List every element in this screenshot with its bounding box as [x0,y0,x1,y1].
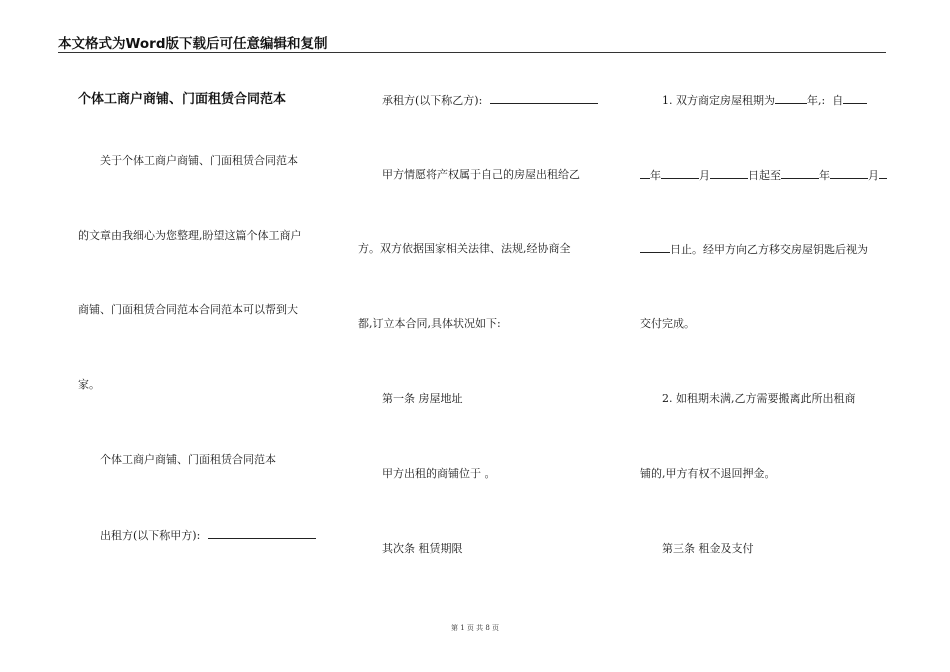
article-heading: 其次条 租赁期限 [382,542,463,555]
blank [781,168,819,179]
blank [830,168,868,179]
lease-dates-text: 日起至 [748,169,781,182]
paragraph-line: 交付完成。 [640,317,695,330]
lessor-blank [208,528,316,539]
header-divider [58,52,886,53]
paragraph-line: 2. 如租期未满,乙方需要搬离此所出租商 [662,392,856,405]
subtitle-line: 个体工商户商铺、门面租赁合同范本 [100,453,276,466]
document-header-title: 本文格式为Word版下载后可任意编辑和复制 [58,36,328,52]
article-heading: 第一条 房屋地址 [382,392,463,405]
lease-term-text: 自 [832,94,844,107]
contract-title: 个体工商户商铺、门面租赁合同范本 [78,92,287,107]
blank [640,242,670,253]
blank [843,93,867,104]
lessor-label: 出租方(以下称甲方): [100,529,201,542]
paragraph-line: 方。双方依据国家相关法律、法规,经协商全 [358,242,571,255]
lease-dates-line [640,168,887,183]
blank [775,93,807,104]
blank [879,168,887,179]
blank [710,168,748,179]
blank [640,168,650,179]
paragraph-line: 的文章由我细心为您整理,盼望这篇个体工商户 [78,229,302,242]
lease-dates-text: 年 [819,169,830,182]
article-heading: 第三条 租金及支付 [662,542,754,555]
lease-end-text: 日止。经甲方向乙方移交房屋钥匙后视为 [670,243,868,256]
paragraph-line: 家。 [78,378,100,391]
lease-dates-text: 月 [699,169,710,182]
lessor-field [100,528,316,543]
lease-term-line [662,93,867,108]
lessee-label: 承租方(以下称乙方): [382,94,483,107]
lease-term-text: 年,: [807,94,826,107]
paragraph-line: 甲方出租的商铺位于 。 [382,467,496,480]
paragraph-line: 甲方情愿将产权属于自己的房屋出租给乙 [382,168,580,181]
lessee-field [382,93,598,108]
lease-end-line [640,242,868,257]
paragraph-line: 铺的,甲方有权不退回押金。 [640,467,776,480]
lease-dates-text: 月 [868,169,879,182]
paragraph-line: 都,订立本合同,具体状况如下: [358,317,501,330]
lease-term-text: 1. 双方商定房屋租期为 [662,94,775,107]
paragraph-line: 商铺、门面租赁合同范本合同范本可以帮到大 [78,303,298,316]
page-number: 第 1 页 共 8 页 [450,624,500,632]
paragraph-line: 关于个体工商户商铺、门面租赁合同范本 [100,154,298,167]
lease-dates-text: 年 [650,169,661,182]
lessee-blank [490,93,598,104]
blank [661,168,699,179]
